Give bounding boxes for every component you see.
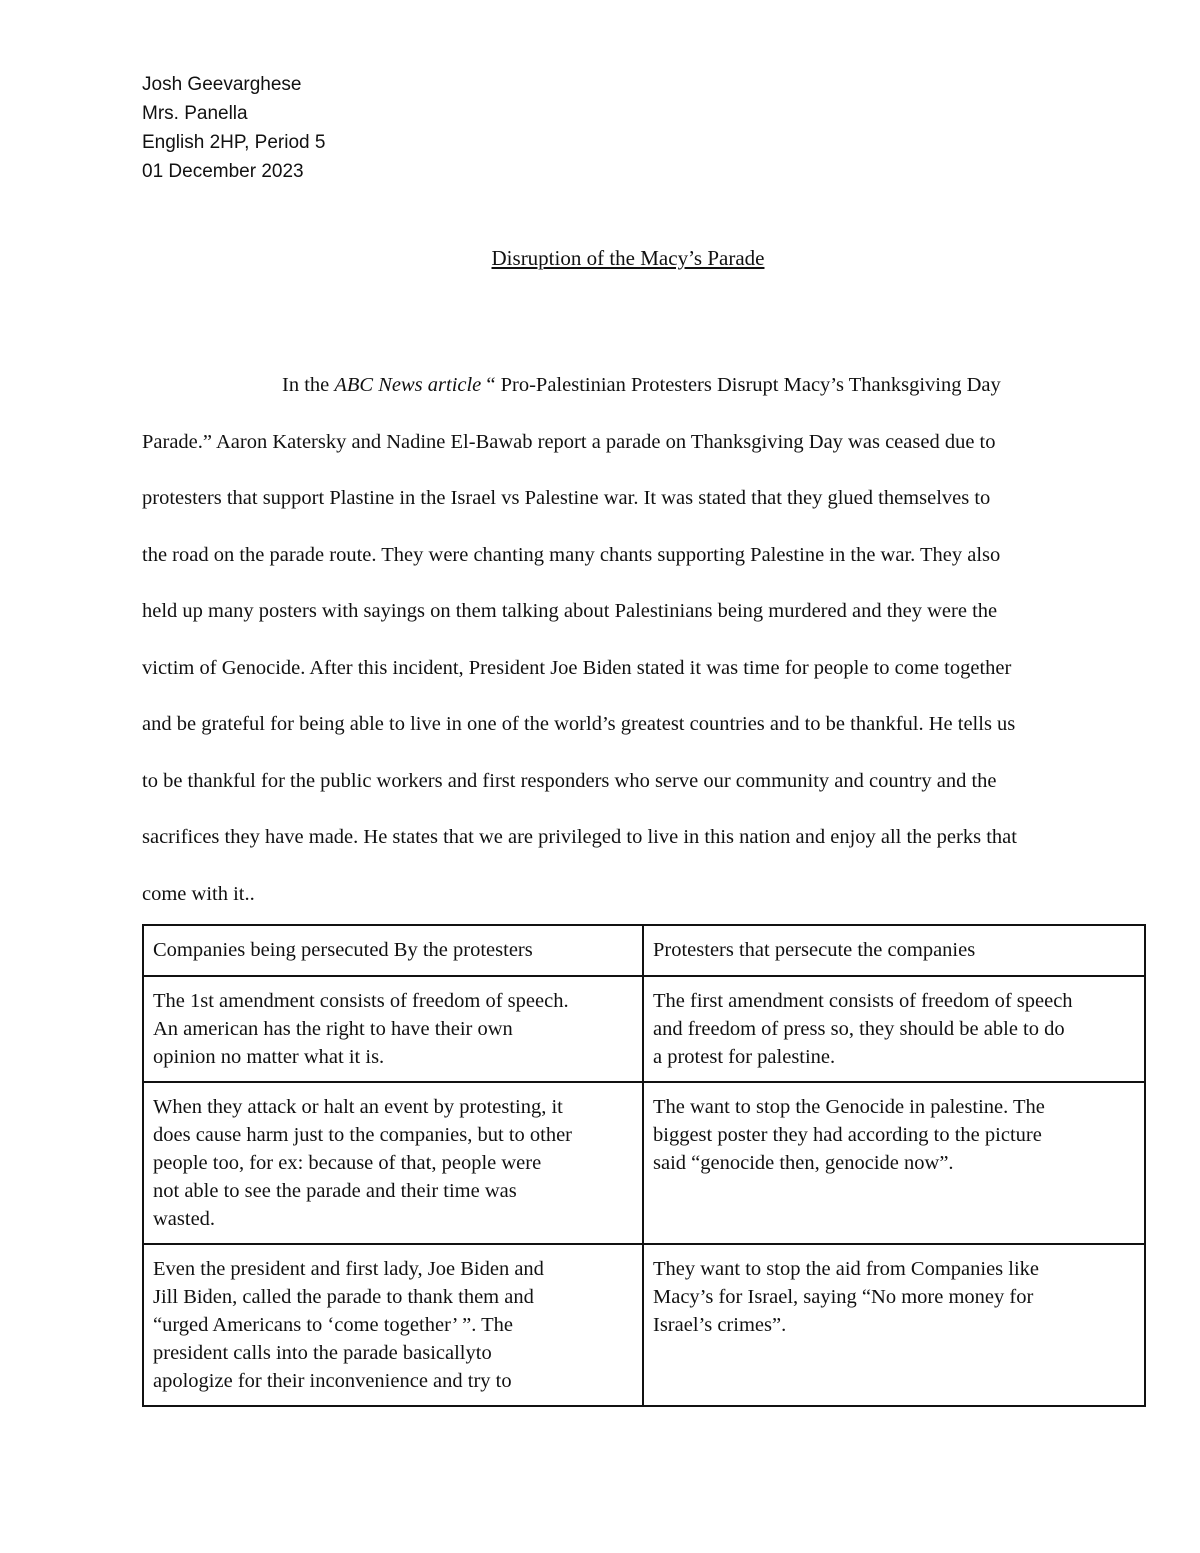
paragraph-line: Parade.” Aaron Katersky and Nadine El-Bawab report a parade on Thanksgiving Day was ceased due to — [142, 430, 996, 453]
table-cell-companies — [143, 1244, 643, 1406]
table-cell-protesters — [643, 1244, 1145, 1406]
table-header-cell: Protesters that persecute the companies — [643, 925, 1145, 976]
cell-line: opinion no matter what it is. — [153, 1046, 385, 1068]
paragraph-line: sacrifices they have made. He states that we are privileged to live in this nation and enjoy all the perks that — [142, 826, 1017, 848]
cell-line: a protest for palestine. — [653, 1046, 836, 1068]
cell-line: said “genocide then, genocide now”. — [653, 1152, 954, 1174]
paragraph-text: “ Pro-Palestinian Protesters Disrupt Macy’s Thanksgiving Day — [481, 374, 1001, 396]
table-row — [143, 976, 1145, 1082]
cell-line: not able to see the parade and their time was — [153, 1180, 517, 1202]
cell-line: biggest poster they had according to the picture — [653, 1124, 1042, 1146]
paragraph-line: held up many posters with sayings on them talking about Palestinians being murdered and they were the — [142, 600, 998, 622]
cell-line: An american has the right to have their own — [153, 1018, 513, 1040]
cell-line: does cause harm just to the companies, but to other — [153, 1124, 573, 1146]
cell-line: When they attack or halt an event by protesting, it — [153, 1096, 563, 1118]
table-header-cell: Companies being persecuted By the protesters — [143, 925, 643, 976]
course-info: English 2HP, Period 5 — [142, 132, 326, 153]
cell-line: Even the president and first lady, Joe Biden and — [153, 1258, 544, 1280]
document-title: Disruption of the Macy’s Parade — [491, 246, 765, 270]
table-cell-companies — [143, 1082, 643, 1244]
cell-line: The want to stop the Genocide in palestine. The — [653, 1096, 1045, 1118]
paragraph-line: to be thankful for the public workers and first responders who serve our community and country and the — [142, 769, 997, 792]
article-source: ABC News article — [334, 374, 482, 396]
paragraph-line: protesters that support Plastine in the Israel vs Palestine war. It was stated that they glued themselves to — [142, 487, 991, 509]
cell-line: Macy’s for Israel, saying “No more money for — [653, 1286, 1034, 1308]
teacher-name: Mrs. Panella — [142, 103, 248, 124]
table-header-row — [143, 925, 1145, 976]
cell-line: Jill Biden, called the parade to thank them and — [153, 1286, 534, 1308]
author-name: Josh Geevarghese — [142, 74, 302, 95]
cell-line: The 1st amendment consists of freedom of speech. — [153, 990, 569, 1012]
document-date: 01 December 2023 — [142, 161, 304, 182]
paragraph-text: In the — [282, 374, 335, 396]
cell-line: and freedom of press so, they should be able to do — [653, 1018, 1065, 1040]
comparison-table — [142, 924, 1146, 1407]
table-row — [143, 1244, 1145, 1406]
paragraph-line: come with it.. — [142, 882, 255, 905]
cell-line: They want to stop the aid from Companies like — [653, 1258, 1040, 1280]
paragraph-line — [142, 357, 1142, 414]
cell-line: people too, for ex: because of that, people were — [153, 1152, 542, 1174]
table-cell-protesters — [643, 1082, 1145, 1244]
cell-line: The first amendment consists of freedom of speech — [653, 990, 1073, 1012]
table-cell-companies — [143, 976, 643, 1082]
cell-line: president calls into the parade basicallyto — [153, 1342, 492, 1364]
cell-line: apologize for their inconvenience and try to — [153, 1370, 512, 1392]
cell-line: wasted. — [153, 1208, 216, 1230]
paragraph-line: victim of Genocide. After this incident, President Joe Biden stated it was time for people to come together — [142, 656, 1012, 679]
cell-line: “urged Americans to ‘come together’ ”. The — [153, 1314, 513, 1336]
paragraph-line: the road on the parade route. They were chanting many chants supporting Palestine in the war. They also — [142, 543, 1001, 566]
body-paragraph — [142, 357, 1142, 922]
table-cell-protesters — [643, 976, 1145, 1082]
table-row — [143, 1082, 1145, 1244]
cell-line: Israel’s crimes”. — [653, 1314, 787, 1336]
header-block — [142, 70, 325, 186]
paragraph-line: and be grateful for being able to live in one of the world’s greatest countries and to be thankful. He tells us — [142, 713, 1016, 735]
